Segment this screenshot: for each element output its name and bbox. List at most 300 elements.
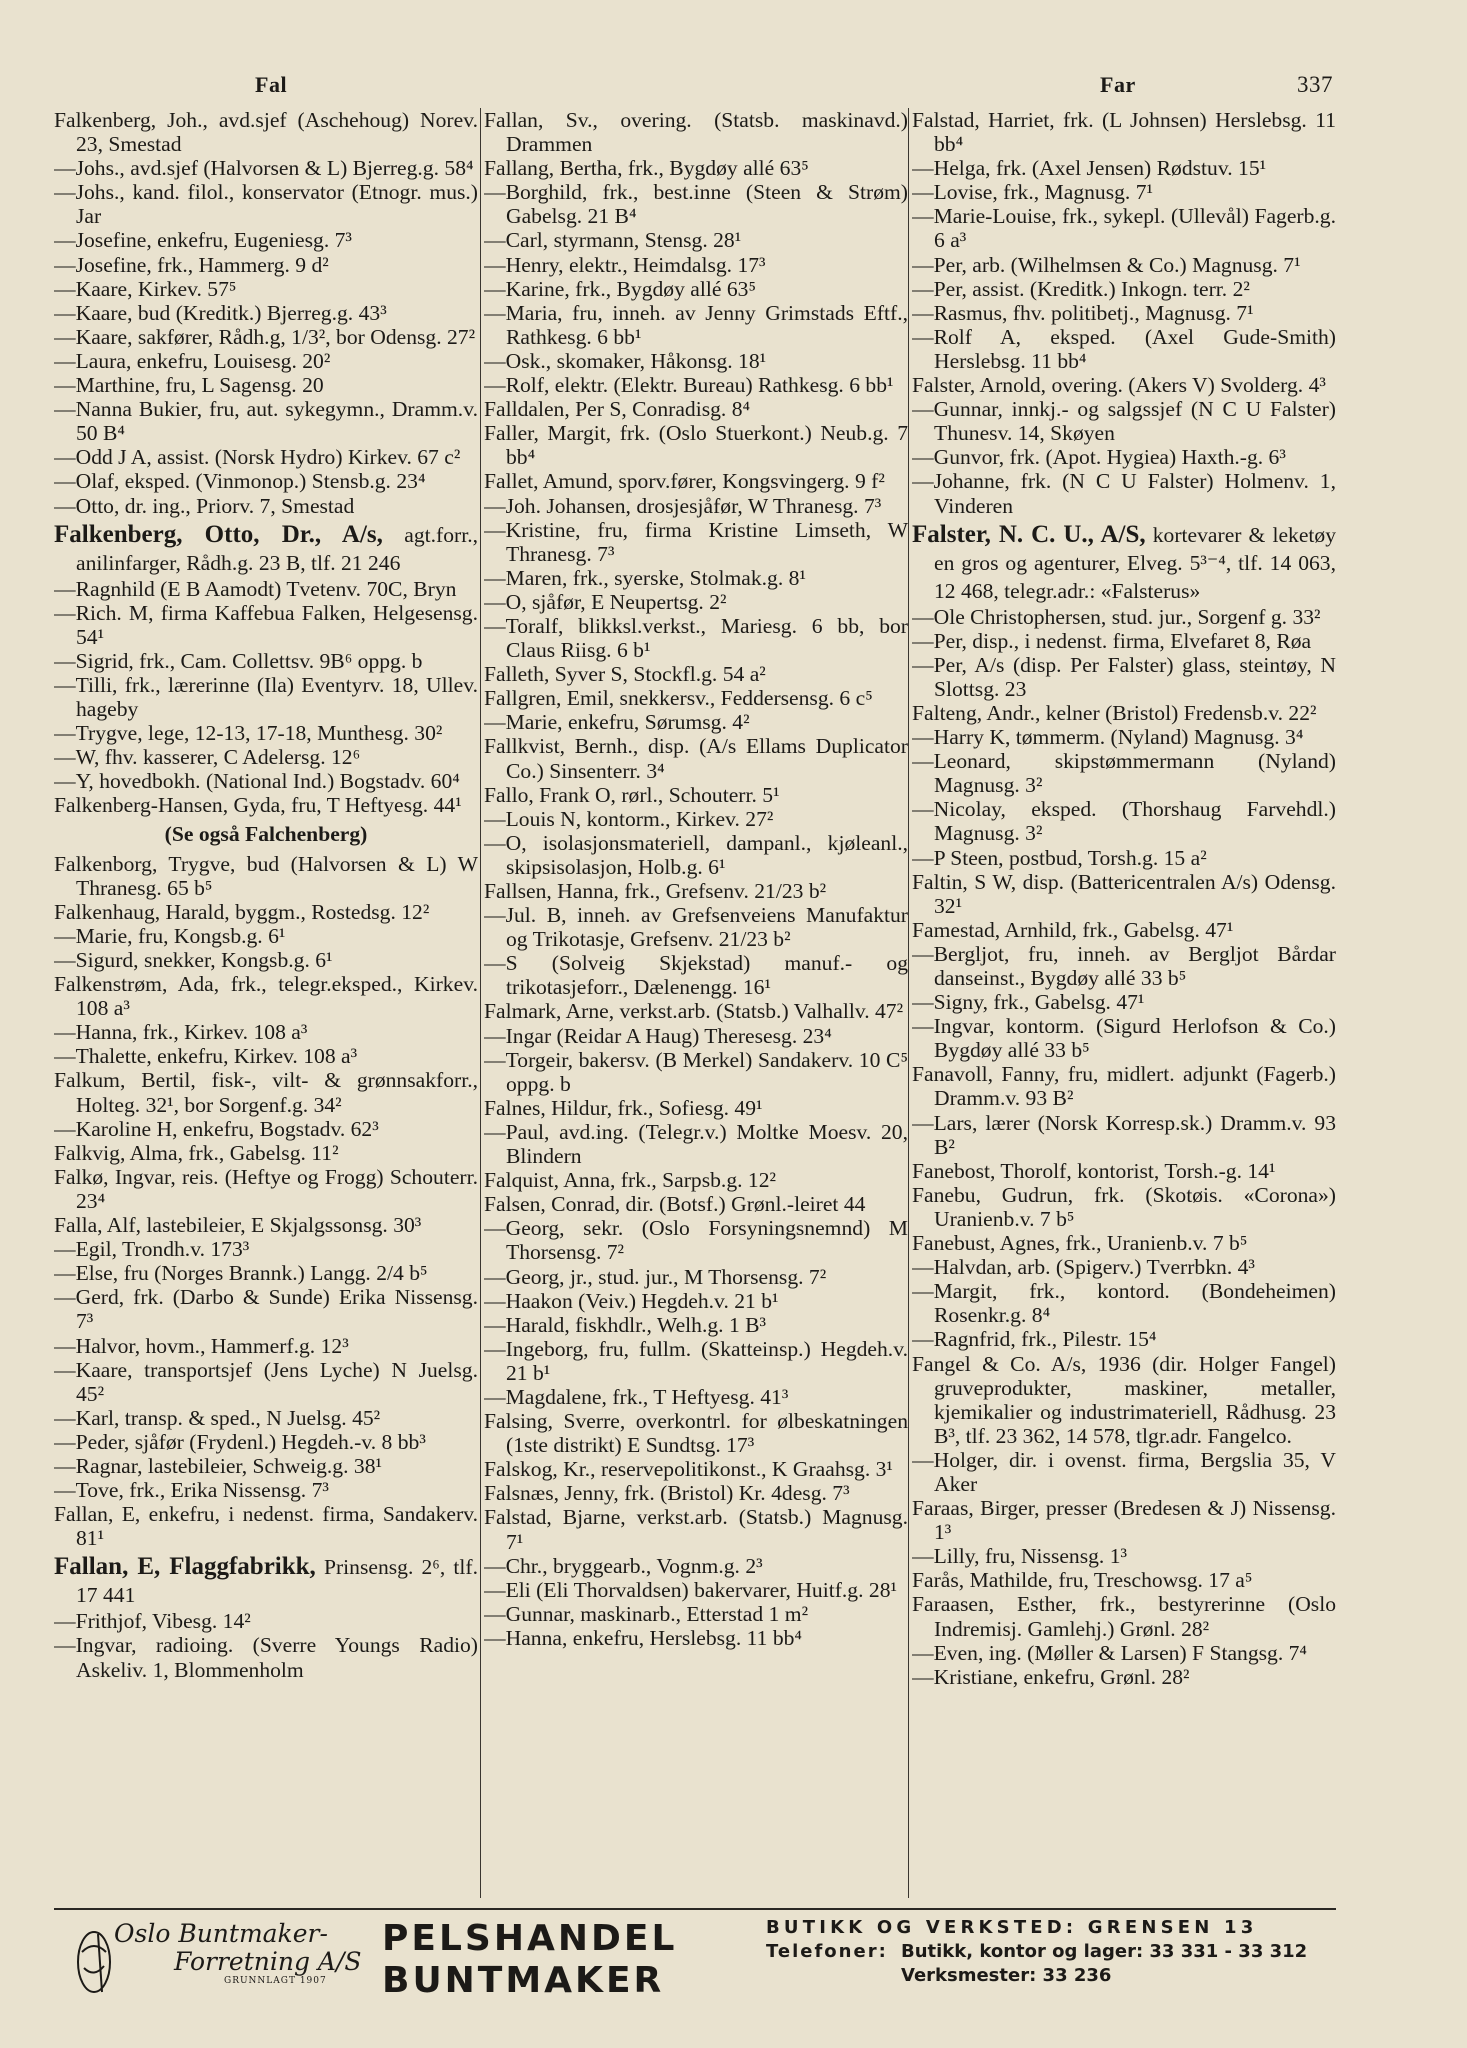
- directory-entry: [54, 1406, 478, 1430]
- directory-entry: [54, 180, 478, 228]
- directory-entry: [54, 253, 478, 277]
- directory-entry: [54, 445, 478, 469]
- entry-text: —Torgeir, bakersv. (B Merkel) Sandakerv. 10 C⁵ oppg. b: [484, 1047, 908, 1096]
- entry-text: —Kaare, Kirkev. 57⁵: [54, 276, 237, 301]
- entry-text: —Bergljot, fru, inneh. av Bergljot Bårdar danseinst., Bygdøy allé 33 b⁵: [912, 941, 1336, 990]
- ad-phones-label: Telefoner:: [766, 1941, 888, 1962]
- directory-entry: [484, 301, 908, 349]
- directory-entry: [484, 1385, 908, 1409]
- entry-text: —Karoline H, enkefru, Bogstadv. 62³: [54, 1116, 379, 1141]
- entry-text: —Per, assist. (Kreditk.) Inkogn. terr. 2²: [912, 276, 1250, 301]
- entry-text: —Ragnhild (E B Aamodt) Tvetenv. 70C, Bryn: [54, 576, 457, 601]
- entry-text: —Johs., avd.sjef (Halvorsen & L) Bjerreg.g. 58⁴: [54, 156, 474, 181]
- directory-entry: [484, 566, 908, 590]
- entry-text: —Ingeborg, fru, fullm. (Skatteinsp.) Hegdeh.v. 21 b¹: [484, 1336, 908, 1385]
- entry-text: —Paul, avd.ing. (Telegr.v.) Moltke Moesv. 20, Blindern: [484, 1119, 908, 1169]
- directory-entry: [54, 1213, 478, 1237]
- directory-entry: [912, 469, 1336, 517]
- entry-text: Fallan, Sv., overing. (Statsb. maskinavd.) Drammen: [484, 108, 908, 157]
- entry-text: —Ragnar, lastebileier, Schweig.g. 38¹: [54, 1453, 382, 1478]
- column-3: [912, 108, 1336, 1903]
- entry-details: kortevarer & leketøy en gros og agenturer, Elveg. 5³⁻⁴, tlf. 14 063, 12 468, telegr.adr.: «Falsterus»: [934, 522, 1336, 603]
- entry-text: —Lilly, fru, Nissensg. 1³: [912, 1544, 1127, 1569]
- directory-entry: [484, 879, 908, 903]
- entry-text: —Rolf, elektr. (Elektr. Bureau) Rathkesg. 6 bb¹: [484, 373, 894, 398]
- directory-entry: [54, 1454, 478, 1478]
- entry-text: —Laura, enkefru, Louisesg. 20²: [54, 348, 331, 373]
- directory-entry: [912, 253, 1336, 277]
- directory-entry: [484, 686, 908, 710]
- entry-text: Fanebu, Gudrun, frk. (Skotøis. «Corona») Uranienb.v. 7 b⁵: [912, 1182, 1336, 1231]
- directory-entry: [912, 701, 1336, 725]
- directory-entry: [484, 421, 908, 469]
- entry-text: —P Steen, postbud, Torsh.g. 15 a²: [912, 845, 1207, 870]
- directory-entry: [54, 108, 478, 156]
- entry-text: —Toralf, blikksl.verkst., Mariesg. 6 bb, bor Claus Riisg. 6 b¹: [484, 613, 908, 663]
- entry-text: —Leonard, skipstømmermann (Nyland) Magnusg. 3²: [912, 749, 1336, 798]
- directory-entry: [484, 999, 908, 1023]
- entry-text: Fallan, E, enkefru, i nedenst. firma, Sandakerv. 81¹: [54, 1502, 478, 1551]
- entry-text: Falleth, Syver S, Stockfl.g. 54 a²: [484, 662, 766, 687]
- directory-entry: [912, 277, 1336, 301]
- entry-text: —Harald, fiskhdlr., Welh.g. 1 B³: [484, 1312, 767, 1337]
- entry-text: Falla, Alf, lastebileier, E Skjalgssonsg. 30³: [54, 1213, 422, 1238]
- entry-text: Falquist, Anna, frk., Sarpsb.g. 12²: [484, 1168, 776, 1193]
- directory-entry: [912, 397, 1336, 445]
- entry-text: —Eli (Eli Thorvaldsen) bakervarer, Huitf.g. 28¹: [484, 1577, 897, 1602]
- directory-entry: [912, 1352, 1336, 1448]
- directory-entry: [912, 1641, 1336, 1665]
- directory-entry: [912, 990, 1336, 1014]
- ad-phones: [766, 1940, 1336, 1964]
- column-2: [484, 108, 908, 1903]
- entry-text: —Kaare, bud (Kreditk.) Bjerreg.g. 43³: [54, 300, 387, 325]
- entry-text: —O, isolasjonsmateriell, dampanl., kjøleanl., skipsisolasjon, Holb.g. 6¹: [484, 830, 908, 879]
- entry-text: —Lovise, frk., Magnusg. 7¹: [912, 180, 1153, 205]
- directory-entry: [54, 900, 478, 924]
- entry-text: Farås, Mathilde, fru, Treschowsg. 17 a⁵: [912, 1568, 1253, 1593]
- entry-text: —Ingvar, kontorm. (Sigurd Herlofson & Co.) Bygdøy allé 33 b⁵: [912, 1014, 1336, 1063]
- entry-text: —Gerd, frk. (Darbo & Sunde) Erika Nissensg. 7³: [54, 1285, 478, 1334]
- directory-entry: [912, 1159, 1336, 1183]
- entry-text: —Per, arb. (Wilhelmsen & Co.) Magnusg. 7¹: [912, 252, 1301, 277]
- directory-entry: [484, 277, 908, 301]
- entry-text: Falster, N. C. U., A/S,: [912, 520, 1146, 548]
- entry-text: Falnes, Hildur, frk., Sofiesg. 49¹: [484, 1095, 763, 1120]
- directory-entry: [912, 1544, 1336, 1568]
- entry-details: agt.forr., anilinfarger, Rådh.g. 23 B, tlf. 21 246: [76, 522, 478, 575]
- entry-text: —Frithjof, Vibesg. 14²: [54, 1609, 251, 1634]
- entry-text: Falsing, Sverre, overkontrl. for ølbeskatningen (1ste distrikt) E Sundtsg. 17³: [484, 1409, 908, 1458]
- directory-entry: [912, 1231, 1336, 1255]
- entry-text: Falkenberg, Otto, Dr., A/s,: [54, 520, 383, 548]
- directory-entry: [912, 1111, 1336, 1159]
- entry-text: Fanebost, Thorolf, kontorist, Torsh.-g. 14¹: [912, 1158, 1276, 1183]
- directory-entry: [484, 1048, 908, 1096]
- entry-text: —Karl, transp. & sped., N Juelsg. 45²: [54, 1405, 381, 1430]
- directory-entry: [54, 1068, 478, 1116]
- directory-entry: [484, 156, 908, 180]
- directory-entry: [484, 469, 908, 493]
- directory-entry: [484, 1578, 908, 1602]
- entry-text: —Helga, frk. (Axel Jensen) Rødstuv. 15¹: [912, 156, 1267, 181]
- entry-text: —Margit, frk., kontord. (Bondeheimen) Rosenkr.g. 8⁴: [912, 1279, 1336, 1328]
- entry-text: —Josefine, enkefru, Eugeniesg. 7³: [54, 228, 352, 253]
- directory-entry: [54, 325, 478, 349]
- directory-entry: [484, 349, 908, 373]
- directory-entry: [54, 156, 478, 180]
- running-head-left: Fal: [255, 72, 288, 97]
- directory-entry: [912, 605, 1336, 629]
- directory-entry: [54, 1633, 478, 1681]
- directory-entry: [54, 822, 478, 846]
- ad-workshop-phone: Verksmester: 33 236: [901, 1965, 1112, 1986]
- entry-text: —Holger, dir. i ovenst. firma, Bergslia 35, V Aker: [912, 1447, 1336, 1496]
- entry-text: —W, fhv. kasserer, C Adelersg. 12⁶: [54, 745, 361, 770]
- directory-entry: [484, 373, 908, 397]
- ad-headline: [382, 1918, 772, 2002]
- advertisement-banner: [54, 1908, 1336, 2010]
- directory-entry: [484, 228, 908, 252]
- directory-entry: [54, 1430, 478, 1454]
- entry-text: —Tove, frk., Erika Nissensg. 7³: [54, 1478, 329, 1503]
- entry-text: Famestad, Arnhild, frk., Gabelsg. 47¹: [912, 917, 1234, 942]
- entry-text: —Per, A/s (disp. Per Falster) glass, steintøy, N Slottsg. 23: [912, 652, 1336, 701]
- directory-entry: [54, 972, 478, 1020]
- directory-entry: [484, 1505, 908, 1553]
- entry-text: —Trygve, lege, 12-13, 17-18, Munthesg. 30²: [54, 721, 443, 746]
- entry-text: —O, sjåfør, E Neupertsg. 2²: [484, 589, 727, 614]
- directory-entry: [54, 373, 478, 397]
- entry-text: —Kaare, sakfører, Rådh.g, 1/3², bor Odensg. 27²: [54, 324, 476, 349]
- entry-text: —Ingar (Reidar A Haug) Theresesg. 23⁴: [484, 1023, 832, 1048]
- ad-phones-value: Butikk, kontor og lager: 33 331 - 33 312: [901, 1941, 1308, 1962]
- entry-text: Faraas, Birger, presser (Bredesen & J) Nissensg. 1³: [912, 1496, 1336, 1545]
- directory-entry: [54, 948, 478, 972]
- entry-text: Falteng, Andr., kelner (Bristol) Fredensb.v. 22²: [912, 700, 1317, 725]
- entry-text: —Marie, fru, Kongsb.g. 6¹: [54, 923, 286, 948]
- entry-text: —Maren, frk., syerske, Stolmak.g. 8¹: [484, 565, 806, 590]
- directory-entry: [54, 521, 478, 577]
- directory-entry: [912, 108, 1336, 156]
- directory-entry: [912, 1279, 1336, 1327]
- directory-entry: [54, 1141, 478, 1165]
- directory-entry: [484, 734, 908, 782]
- directory-entry: [54, 228, 478, 252]
- entry-text: —Per, disp., i nedenst. firma, Elvefaret 8, Røa: [912, 628, 1312, 653]
- directory-entry: [54, 1334, 478, 1358]
- directory-entry: [912, 749, 1336, 797]
- entry-text: Fallkvist, Bernh., disp. (A/s Ellams Duplicator Co.) Sinsenterr. 3⁴: [484, 734, 908, 783]
- directory-entry: [912, 1062, 1336, 1110]
- shop-name-script: [114, 1920, 379, 1986]
- directory-entry: [484, 807, 908, 831]
- directory-entry: [912, 521, 1336, 605]
- entry-text: —Tilli, frk., lærerinne (Ila) Eventyrv. 18, Ullev. hageby: [54, 672, 478, 722]
- entry-text: Fallo, Frank O, rørl., Schouterr. 5¹: [484, 782, 780, 807]
- entry-text: —Johanne, frk. (N C U Falster) Holmenv. 1, Vinderen: [912, 469, 1336, 518]
- directory-entry: [484, 108, 908, 156]
- directory-entry: [912, 445, 1336, 469]
- directory-entry: [54, 1237, 478, 1261]
- directory-entry: [912, 156, 1336, 180]
- directory-entry: [912, 1496, 1336, 1544]
- directory-entry: [54, 1553, 478, 1609]
- directory-entry: [54, 1165, 478, 1213]
- entry-text: —Marie-Louise, frk., sykepl. (Ullevål) Fagerb.g. 6 a³: [912, 204, 1336, 253]
- entry-text: Fangel & Co. A/s, 1936 (dir. Holger Fangel) gruveprodukter, maskiner, metaller, kjemikalier og industrimateriell, Rådhusg. 23 B³, tlf. 23 362, 14 578, tlgr.adr. Fangelco.: [912, 1351, 1336, 1448]
- directory-entry: [484, 1602, 908, 1626]
- directory-entry: [54, 649, 478, 673]
- ad-headline-1: PELSHANDEL: [382, 1918, 678, 1959]
- directory-entry: [54, 673, 478, 721]
- entry-text: —Rich. M, firma Kaffebua Falken, Helgesensg. 54¹: [54, 600, 478, 649]
- entry-text: —Georg, jr., stud. jur., M Thorsensg. 7²: [484, 1264, 827, 1289]
- directory-entry: [54, 745, 478, 769]
- directory-entry: [54, 1478, 478, 1502]
- entry-text: —Maria, fru, inneh. av Jenny Grimstads Eftf., Rathkesg. 6 bb¹: [484, 300, 908, 349]
- entry-text: —Henry, elektr., Heimdalsg. 17³: [484, 252, 766, 277]
- entry-text: Fallsen, Hanna, frk., Grefsenv. 21/23 b²: [484, 879, 827, 903]
- directory-entry: [912, 629, 1336, 653]
- entry-text: —Rolf A, eksped. (Axel Gude-Smith) Herslebsg. 11 bb⁴: [912, 324, 1336, 373]
- entry-text: —Marthine, fru, L Sagensg. 20: [54, 373, 324, 398]
- directory-entry: [484, 903, 908, 951]
- entry-text: —Kristine, fru, firma Kristine Limseth, W Thranesg. 7³: [484, 517, 908, 566]
- directory-entry: [484, 1481, 908, 1505]
- entry-text: —Georg, sekr. (Oslo Forsyningsnemnd) M Thorsensg. 7²: [484, 1216, 908, 1265]
- column-divider: [480, 108, 481, 1898]
- entry-text: —Even, ing. (Møller & Larsen) F Stangsg. 7⁴: [912, 1640, 1307, 1665]
- entry-text: —Gunvor, frk. (Apot. Hygiea) Haxth.-g. 6³: [912, 445, 1286, 470]
- directory-entry: [54, 1502, 478, 1550]
- entry-text: Falstad, Harriet, frk. (L Johnsen) Herslebsg. 11 bb⁴: [912, 108, 1336, 157]
- directory-entry: [54, 1609, 478, 1633]
- entry-text: —Else, fru (Norges Brannk.) Langg. 2/4 b⁵: [54, 1261, 428, 1286]
- entry-text: —Halvdan, arb. (Spigerv.) Tverrbkn. 4³: [912, 1255, 1255, 1280]
- entry-text: Falkenberg, Joh., avd.sjef (Aschehoug) Norev. 23, Smestad: [54, 108, 478, 157]
- directory-entry: [484, 614, 908, 662]
- entry-text: —Lars, lærer (Norsk Korresp.sk.) Dramm.v. 93 B²: [912, 1110, 1336, 1159]
- page-number: 337: [1297, 72, 1333, 97]
- directory-entry: [54, 1020, 478, 1044]
- directory-entry: [484, 1409, 908, 1457]
- directory-entry: [54, 721, 478, 745]
- directory-entry: [912, 870, 1336, 918]
- directory-entry: [54, 793, 478, 817]
- directory-entry: [484, 951, 908, 999]
- entry-text: —Sigurd, snekker, Kongsb.g. 6¹: [54, 948, 333, 972]
- entry-text: —Chr., bryggearb., Vognm.g. 2³: [484, 1553, 763, 1578]
- directory-entry: [484, 494, 908, 518]
- directory-entry: [54, 349, 478, 373]
- entry-text: —Hanna, frk., Kirkev. 108 a³: [54, 1020, 308, 1045]
- entry-text: —Josefine, frk., Hammerg. 9 d²: [54, 252, 329, 277]
- directory-entry: [484, 1120, 908, 1168]
- directory-entry: [484, 1289, 908, 1313]
- entry-text: (Se også Falchenberg): [164, 821, 368, 846]
- entry-details: Prinsensg. 2⁶, tlf. 17 441: [76, 1555, 478, 1608]
- directory-entry: [54, 1044, 478, 1068]
- directory-entry: [484, 253, 908, 277]
- entry-text: Falster, Arnold, overing. (Akers V) Svolderg. 4³: [912, 373, 1326, 398]
- entry-text: Falldalen, Per S, Conradisg. 8⁴: [484, 397, 751, 422]
- directory-entry: [484, 1168, 908, 1192]
- entry-text: —Odd J A, assist. (Norsk Hydro) Kirkev. 67 c²: [54, 445, 461, 470]
- directory-entry: [912, 725, 1336, 749]
- entry-text: —Halvor, hovm., Hammerf.g. 12³: [54, 1333, 349, 1358]
- entry-text: Fallgren, Emil, snekkersv., Feddersensg. 6 c⁵: [484, 686, 873, 711]
- entry-text: —Nicolay, eksped. (Thorshaug Farvehdl.) Magnusg. 3²: [912, 797, 1336, 846]
- entry-text: Falsen, Conrad, dir. (Botsf.) Grønl.-leiret 44: [484, 1192, 866, 1217]
- ad-address: BUTIKK OG VERKSTED: GRENSEN 13: [766, 1917, 1258, 1938]
- entry-text: —Kaare, transportsjef (Jens Lyche) N Juelsg. 45²: [54, 1357, 478, 1406]
- directory-entry: [484, 518, 908, 566]
- entry-text: Faraasen, Esther, frk., bestyrerinne (Oslo Indremisj. Gamlehj.) Grønl. 28²: [912, 1592, 1336, 1641]
- directory-entry: [54, 1285, 478, 1333]
- directory-entry: [54, 601, 478, 649]
- directory-entry: [484, 1216, 908, 1264]
- directory-entry: [912, 918, 1336, 942]
- directory-entry: [912, 1255, 1336, 1279]
- directory-entry: [54, 301, 478, 325]
- directory-entry: [912, 301, 1336, 325]
- directory-entry: [484, 1626, 908, 1650]
- directory-entry: [912, 180, 1336, 204]
- shop-name-line-2: Forretning A/S: [174, 1947, 362, 1976]
- entry-text: —Ingvar, radioing. (Sverre Youngs Radio) Askeliv. 1, Blommenholm: [54, 1633, 478, 1682]
- directory-entry: [484, 710, 908, 734]
- directory-entry: [54, 769, 478, 793]
- directory-entry: [484, 1192, 908, 1216]
- entry-text: Fallet, Amund, sporv.fører, Kongsvingerg. 9 f²: [484, 469, 885, 494]
- directory-entry: [912, 373, 1336, 397]
- column-divider: [908, 108, 909, 1898]
- entry-text: Fanavoll, Fanny, fru, midlert. adjunkt (Fagerb.) Dramm.v. 93 B²: [912, 1062, 1336, 1111]
- directory-entry: [912, 325, 1336, 373]
- directory-entry: [484, 1554, 908, 1578]
- shop-name-line-1: Oslo Buntmaker-: [114, 1919, 328, 1948]
- directory-entry: [484, 783, 908, 807]
- directory-entry: [54, 924, 478, 948]
- entry-text: Fallang, Bertha, frk., Bygdøy allé 63⁵: [484, 156, 809, 181]
- ad-contact: [766, 1916, 1336, 1988]
- entry-text: Falkenborg, Trygve, bud (Halvorsen & L) W Thranesg. 65 b⁵: [54, 851, 478, 900]
- directory-entry: [54, 469, 478, 493]
- directory-entry: [484, 1265, 908, 1289]
- directory-entry: [484, 397, 908, 421]
- directory-entry: [912, 1568, 1336, 1592]
- entry-text: Falsnæs, Jenny, frk. (Bristol) Kr. 4desg. 7³: [484, 1481, 850, 1506]
- directory-entry: [484, 1096, 908, 1120]
- directory-entry: [54, 277, 478, 301]
- entry-text: Fallan, E, Flaggfabrikk,: [54, 1553, 316, 1581]
- entry-text: —Otto, dr. ing., Priorv. 7, Smestad: [54, 493, 355, 518]
- directory-entry: [54, 1358, 478, 1406]
- entry-text: —Peder, sjåfør (Frydenl.) Hegdeh.-v. 8 bb³: [54, 1429, 426, 1454]
- entry-text: —Kristiane, enkefru, Grønl. 28²: [912, 1664, 1190, 1689]
- entry-text: Falkenhaug, Harald, byggm., Rostedsg. 12²: [54, 899, 430, 924]
- entry-text: Fanebust, Agnes, frk., Uranienb.v. 7 b⁵: [912, 1231, 1248, 1256]
- directory-entry: [484, 590, 908, 614]
- directory-entry: [484, 831, 908, 879]
- entry-text: —S (Solveig Skjekstad) manuf.- og trikotasjeforr., Dælenengg. 16¹: [484, 951, 908, 1000]
- directory-entry: [484, 180, 908, 228]
- ad-headline-2: BUNTMAKER: [382, 1960, 665, 2001]
- entry-text: —Signy, frk., Gabelsg. 47¹: [912, 990, 1145, 1015]
- directory-entry: [912, 1448, 1336, 1496]
- directory-entry: [54, 577, 478, 601]
- directory-entry: [484, 1313, 908, 1337]
- directory-entry: [54, 494, 478, 518]
- directory-entry: [54, 1117, 478, 1141]
- directory-entry: [484, 1457, 908, 1481]
- entry-text: —Y, hovedbokh. (National Ind.) Bogstadv. 60⁴: [54, 769, 460, 794]
- entry-text: Falkvig, Alma, frk., Gabelsg. 11²: [54, 1140, 339, 1165]
- directory-entry: [912, 1592, 1336, 1640]
- entry-text: —Gunnar, innkj.- og salgssjef (N C U Falster) Thunesv. 14, Skøyen: [912, 397, 1336, 446]
- entry-text: —Olaf, eksped. (Vinmonop.) Stensb.g. 23⁴: [54, 469, 426, 494]
- entry-text: —Gunnar, maskinarb., Etterstad 1 m²: [484, 1601, 809, 1626]
- entry-text: Falkum, Bertil, fisk-, vilt- & grønnsakforr., Holteg. 32¹, bor Sorgenf.g. 34²: [54, 1068, 478, 1117]
- entry-text: —Haakon (Veiv.) Hegdeh.v. 21 b¹: [484, 1288, 779, 1313]
- entry-text: —Carl, styrmann, Stensg. 28¹: [484, 228, 742, 253]
- entry-text: —Marie, enkefru, Sørumsg. 4²: [484, 710, 750, 735]
- entry-text: —Ole Christophersen, stud. jur., Sorgenf g. 33²: [912, 604, 1321, 629]
- founded-note: GRUNNLAGT 1907: [224, 1976, 327, 1986]
- entry-text: Falkenberg-Hansen, Gyda, fru, T Heftyesg. 44¹: [54, 793, 462, 818]
- entry-text: —Ragnfrid, frk., Pilestr. 15⁴: [912, 1327, 1157, 1352]
- directory-entry: [912, 1665, 1336, 1689]
- entry-text: —Rasmus, fhv. politibetj., Magnusg. 7¹: [912, 300, 1254, 325]
- directory-entry: [54, 397, 478, 445]
- directory-entry: [484, 662, 908, 686]
- directory-entry: [912, 653, 1336, 701]
- entry-text: —Sigrid, frk., Cam. Collettsv. 9B⁶ oppg. b: [54, 648, 423, 673]
- entry-text: Faller, Margit, frk. (Oslo Stuerkont.) Neub.g. 7 bb⁴: [484, 421, 908, 470]
- directory-entry: [912, 797, 1336, 845]
- entry-text: —Jul. B, inneh. av Grefsenveiens Manufaktur og Trikotasje, Grefsenv. 21/23 b²: [484, 903, 908, 952]
- directory-entry: [54, 852, 478, 900]
- entry-text: Falstad, Bjarne, verkst.arb. (Statsb.) Magnusg. 7¹: [484, 1505, 908, 1554]
- directory-entry: [484, 1337, 908, 1385]
- directory-entry: [484, 1024, 908, 1048]
- entry-text: Faltin, S W, disp. (Battericentralen A/s) Odensg. 32¹: [912, 869, 1336, 918]
- entry-text: —Karine, frk., Bygdøy allé 63⁵: [484, 276, 756, 301]
- entry-text: Falkø, Ingvar, reis. (Heftye og Frogg) Schouterr. 23⁴: [54, 1164, 478, 1213]
- directory-entry: [912, 846, 1336, 870]
- column-1: [54, 108, 478, 1903]
- directory-entry: [912, 1183, 1336, 1231]
- entry-text: Falskog, Kr., reservepolitikonst., K Graahsg. 3¹: [484, 1457, 893, 1482]
- entry-text: —Joh. Johansen, drosjesjåfør, W Thranesg. 7³: [484, 493, 882, 518]
- entry-text: —Hanna, enkefru, Herslebsg. 11 bb⁴: [484, 1625, 802, 1650]
- directory-entry: [912, 942, 1336, 990]
- entry-text: —Egil, Trondh.v. 173³: [54, 1237, 250, 1262]
- directory-entry: [912, 1327, 1336, 1351]
- entry-text: —Borghild, frk., best.inne (Steen & Strøm) Gabelsg. 21 B⁴: [484, 180, 908, 229]
- entry-text: —Thalette, enkefru, Kirkev. 108 a³: [54, 1044, 358, 1069]
- directory-entry: [912, 1014, 1336, 1062]
- entry-text: —Osk., skomaker, Håkonsg. 18¹: [484, 348, 767, 373]
- directory-entry: [54, 1261, 478, 1285]
- entry-text: —Johs., kand. filol., konservator (Etnogr. mus.) Jar: [54, 180, 478, 229]
- entry-text: —Harry K, tømmerm. (Nyland) Magnusg. 3⁴: [912, 725, 1304, 750]
- entry-text: —Nanna Bukier, fru, aut. sykegymn., Dramm.v. 50 B⁴: [54, 397, 478, 446]
- entry-text: —Louis N, kontorm., Kirkev. 27²: [484, 806, 774, 831]
- directory-entry: [912, 204, 1336, 252]
- entry-text: Falkenstrøm, Ada, frk., telegr.eksped., Kirkev. 108 a³: [54, 972, 478, 1021]
